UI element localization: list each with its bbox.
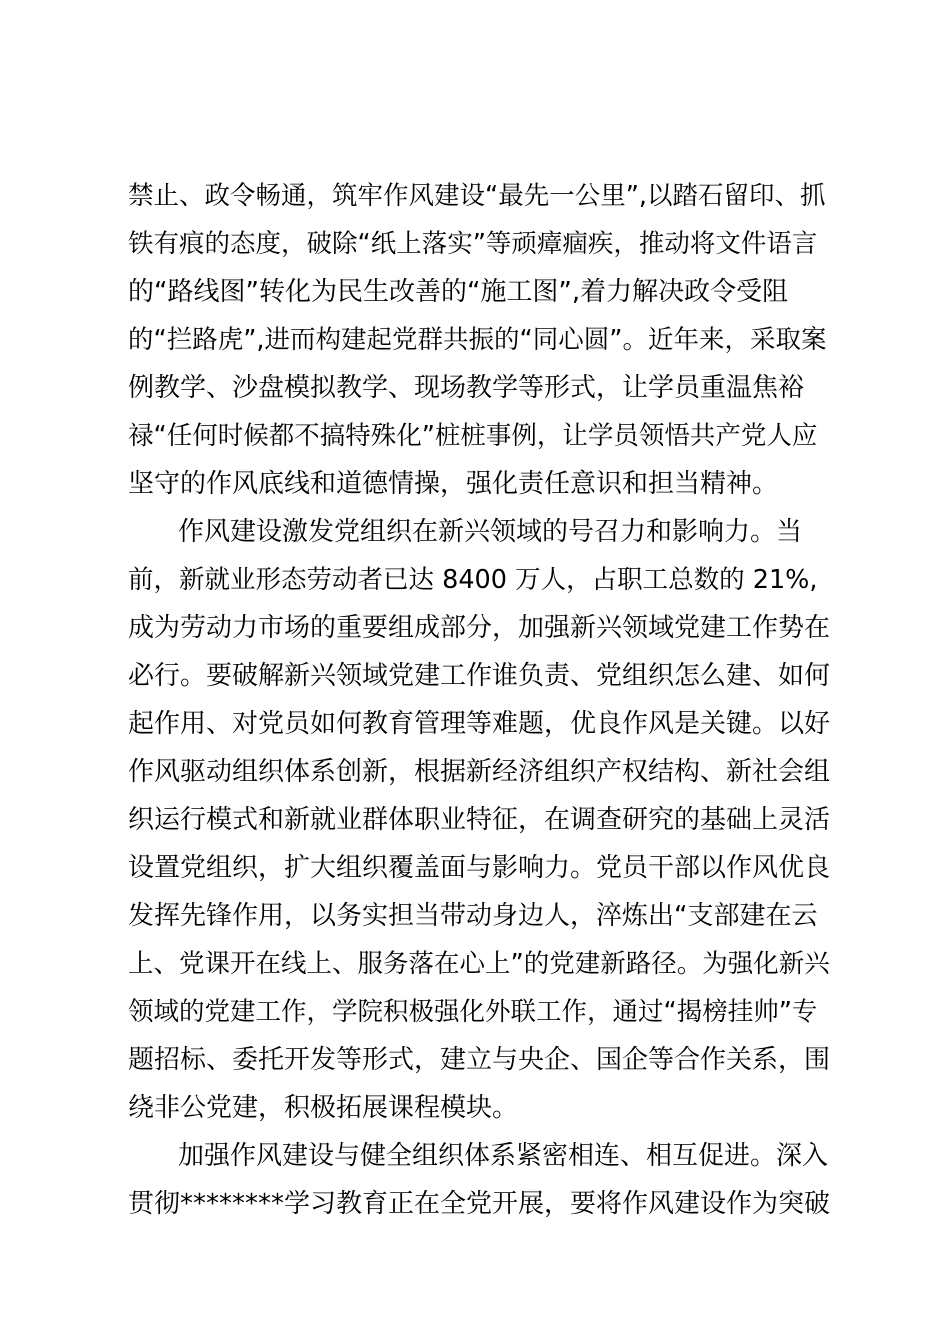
text-line: 绕非公党建，积极拓展课程模块。 [128,1093,519,1123]
text-line: 的“路线图”转化为民生改善的“施工图”,着力解决政令受阻 [128,277,789,307]
text-line: 必行。要破解新兴领域党建工作谁负责、党组织怎么建、如何 [128,661,831,691]
text-line: 铁有痕的态度，破除“纸上落实”等顽瘴痼疾，推动将文件语言 [128,229,818,259]
text-line: 题招标、委托开发等形式，建立与央企、国企等合作关系，围 [128,1045,831,1075]
text-line: 例教学、沙盘模拟教学、现场教学等形式，让学员重温焦裕 [128,373,805,403]
text-line: 禁止、政令畅通，筑牢作风建设“最先一公里”,以踏石留印、抓 [128,181,826,211]
paragraph-first-line: 作风建设激发党组织在新兴领域的号召力和影响力。当 [178,517,803,547]
text-line: 发挥先锋作用，以务实担当带动身边人，淬炼出“支部建在云 [128,901,818,931]
text-line: 的“拦路虎”,进而构建起党群共振的“同心圆”。近年来，采取案 [128,325,827,355]
text-line: 织运行模式和新就业群体职业特征，在调查研究的基础上灵活 [128,805,831,835]
text-line: 禄“任何时候都不搞特殊化”桩桩事例，让学员领悟共产党人应 [128,421,818,451]
text-line: 起作用、对党员如何教育管理等难题，优良作风是关键。以好 [128,709,831,739]
text-line: 坚守的作风底线和道德情操，强化责任意识和担当精神。 [128,469,779,499]
paragraph-first-line: 加强作风建设与健全组织体系紧密相连、相互促进。深入 [178,1141,829,1171]
text-line: 成为劳动力市场的重要组成部分，加强新兴领域党建工作势在 [128,613,831,643]
text-line: 作风驱动组织体系创新，根据新经济组织产权结构、新社会组 [128,757,831,787]
text-line: 设置党组织，扩大组织覆盖面与影响力。党员干部以作风优良 [128,853,831,883]
text-line: 上、党课开在线上、服务落在心上”的党建新路径。为强化新兴 [128,949,830,979]
text-line: 前，新就业形态劳动者已达 8400 万人，占职工总数的 21%, [128,565,818,595]
text-line: 领域的党建工作，学院积极强化外联工作，通过“揭榜挂帅”专 [128,997,818,1027]
text-line: 贯彻********学习教育正在全党开展，要将作风建设作为突破 [128,1189,831,1219]
